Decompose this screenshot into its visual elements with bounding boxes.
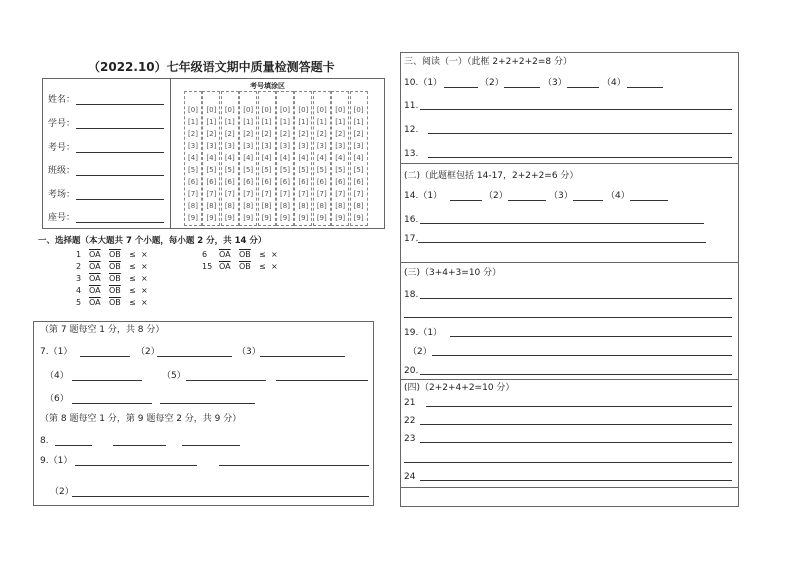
section2-note1: （第 7 题每空 1 分，共 8 分）	[40, 325, 165, 335]
q14-2-label: （2）	[484, 191, 508, 201]
exam-id-bubble[interactable]: [9]	[188, 214, 198, 222]
exam-id-bubble[interactable]: [5]	[353, 166, 364, 174]
exam-id-bubble[interactable]: [7]	[206, 190, 217, 198]
part1-heading: 三、阅读（一）（此框 2+2+2+2=8 分）	[404, 57, 573, 67]
mc-option-bubble[interactable]: $\overline{OA}$	[89, 250, 101, 259]
exam-id-column	[184, 91, 202, 226]
q14-3-blank[interactable]	[573, 200, 603, 201]
exam-id-bubble[interactable]: [6]	[353, 178, 364, 186]
q19-2-label: （2）	[408, 347, 432, 357]
exam-id-bubble[interactable]: [6]	[188, 178, 198, 186]
part3-heading: (三)（3+4+3=10 分）	[404, 268, 502, 278]
exam-id-bubble[interactable]: [9]	[261, 214, 272, 222]
exam-id-bubble[interactable]: [2]	[188, 130, 198, 138]
q14-1-label: 14.（1）	[404, 191, 443, 201]
q10-2-label: （2）	[480, 78, 504, 88]
exam-id-bubble[interactable]: [9]	[206, 214, 217, 222]
q7-3-label: （3）	[237, 347, 261, 357]
q14-4-label: （4）	[606, 191, 630, 201]
q17-blank[interactable]	[418, 242, 706, 243]
q7-4-blank[interactable]	[72, 380, 142, 381]
exam-id-bubble[interactable]: [4]	[206, 154, 217, 162]
exam-id-bubble[interactable]: [5]	[316, 166, 327, 174]
mc-option-bubble[interactable]: ≤	[259, 262, 266, 271]
mc-option-bubble[interactable]: $\overline{OB}$	[109, 298, 121, 307]
exam-id-bubble[interactable]: [0]	[280, 106, 290, 114]
exam-id-bubble[interactable]: [1]	[206, 118, 217, 126]
q7-1-blank[interactable]	[80, 356, 130, 357]
exam-id-bubble[interactable]: [7]	[353, 190, 364, 198]
q10-1-label: 10.（1）	[404, 78, 443, 88]
exam-id-bubble[interactable]: [7]	[261, 190, 272, 198]
q9-2-blank[interactable]	[72, 496, 369, 497]
q8-label: 8.	[40, 436, 49, 446]
exam-id-bubble[interactable]: [6]	[261, 178, 272, 186]
exam-id-bubble[interactable]: [3]	[243, 142, 254, 150]
q24-label: 24	[404, 472, 416, 482]
exam-id-column	[294, 91, 312, 226]
exam-id-bubble[interactable]: [3]	[261, 142, 272, 150]
exam-id-bubble[interactable]: [1]	[353, 118, 364, 126]
q7-5-blank[interactable]	[186, 380, 266, 381]
exam-id-bubble[interactable]: [0]	[224, 106, 235, 114]
exam-id-bubble[interactable]: [0]	[188, 106, 198, 114]
q14-2-blank[interactable]	[508, 200, 546, 201]
info-divider	[170, 78, 171, 229]
exam-id-bubble[interactable]: [3]	[280, 142, 290, 150]
section1-heading: 一、选择题（本大题共 7 个小题，每小题 2 分，共 14 分）	[38, 236, 267, 246]
q8-blank-3[interactable]	[182, 445, 240, 446]
mc-option-bubble[interactable]: $\overline{OB}$	[239, 262, 251, 271]
mc-option-bubble[interactable]: ×	[271, 250, 278, 259]
exam-id-bubble[interactable]: [6]	[206, 178, 217, 186]
exam-id-bubble[interactable]: [7]	[280, 190, 290, 198]
reading-box	[400, 52, 739, 507]
q13-blank[interactable]	[428, 157, 732, 158]
exam-id-bubble[interactable]: [1]	[335, 118, 346, 126]
exam-id-bubble[interactable]: [3]	[188, 142, 198, 150]
q22-blank[interactable]	[420, 424, 732, 425]
exam-id-bubble[interactable]: [1]	[280, 118, 290, 126]
info-field-label: 班级：	[48, 166, 76, 176]
q11-label: 11.	[404, 101, 419, 111]
q19-1-label: 19.（1）	[404, 328, 443, 338]
exam-id-bubble[interactable]: [1]	[188, 118, 198, 126]
q7-6-label: （6）	[45, 394, 69, 404]
sep-bottom	[400, 487, 739, 488]
q18-label: 18.	[404, 290, 419, 300]
mc-option-bubble[interactable]: $\overline{OA}$	[89, 274, 101, 283]
exam-id-bubble[interactable]: [2]	[224, 130, 235, 138]
q21-blank[interactable]	[426, 406, 732, 407]
exam-id-bubble[interactable]: [7]	[188, 190, 198, 198]
q20-blank[interactable]	[420, 374, 732, 375]
q7-5-blank-2[interactable]	[276, 380, 368, 381]
exam-id-bubble[interactable]: [2]	[261, 130, 272, 138]
part2-heading: (二)（此题框包括 14-17，2+2+2=6 分）	[404, 171, 579, 181]
exam-id-bubble[interactable]: [5]	[243, 166, 254, 174]
exam-id-bubble[interactable]: [5]	[335, 166, 346, 174]
exam-id-bubble[interactable]: [9]	[316, 214, 327, 222]
exam-id-column	[276, 91, 294, 226]
exam-id-column	[202, 91, 220, 226]
q7-4-label: （4）	[45, 371, 69, 381]
exam-id-bubble[interactable]: [2]	[243, 130, 254, 138]
q17-label: 17.	[404, 234, 419, 244]
q7-5-label: （5）	[162, 371, 186, 381]
q23-label: 23	[404, 434, 416, 444]
info-field-blank[interactable]	[76, 152, 164, 153]
exam-id-bubble[interactable]: [1]	[316, 118, 327, 126]
mc-option-bubble[interactable]: ≤	[129, 274, 136, 283]
exam-id-bubble[interactable]: [3]	[353, 142, 364, 150]
mc-option-bubble[interactable]: ≤	[129, 286, 136, 295]
mc-question-number: 4	[76, 286, 82, 295]
exam-id-bubble[interactable]: [4]	[224, 154, 235, 162]
q8-blank-2[interactable]	[113, 445, 166, 446]
q18-blank[interactable]	[420, 298, 732, 299]
mc-option-bubble[interactable]: ≤	[129, 250, 136, 259]
exam-id-bubble[interactable]: [5]	[188, 166, 198, 174]
exam-id-bubble[interactable]: [7]	[224, 190, 235, 198]
exam-id-bubble[interactable]: [8]	[280, 202, 290, 210]
exam-id-bubble[interactable]: [2]	[353, 130, 364, 138]
exam-id-column	[331, 91, 349, 226]
exam-id-bubble[interactable]: [7]	[335, 190, 346, 198]
info-field-label: 学号：	[48, 119, 76, 129]
section2-note2: （第 8 题每空 1 分，第 9 题每空 2 分，共 9 分）	[40, 414, 242, 424]
q7-2-blank[interactable]	[157, 356, 232, 357]
exam-id-bubble[interactable]: [4]	[243, 154, 254, 162]
q18-blank-2[interactable]	[404, 317, 732, 318]
q14-1-blank[interactable]	[450, 200, 482, 201]
q22-label: 22	[404, 416, 416, 426]
exam-id-bubble[interactable]: [6]	[298, 178, 309, 186]
exam-id-bubble[interactable]: [2]	[335, 130, 346, 138]
exam-id-bubble[interactable]: [6]	[280, 178, 290, 186]
exam-id-bubble[interactable]: [8]	[298, 202, 309, 210]
mc-option-bubble[interactable]: $\overline{OB}$	[109, 274, 121, 283]
page-title: （2022.10）七年级语文期中质量检测答题卡	[88, 60, 335, 74]
info-field-blank[interactable]	[76, 175, 164, 176]
exam-id-bubble[interactable]: [8]	[224, 202, 235, 210]
mc-option-bubble[interactable]: $\overline{OA}$	[219, 250, 231, 259]
exam-id-bubble[interactable]: [1]	[298, 118, 309, 126]
exam-id-bubble[interactable]: [8]	[353, 202, 364, 210]
exam-id-bubble[interactable]: [9]	[243, 214, 254, 222]
exam-id-bubble[interactable]: [5]	[280, 166, 290, 174]
exam-id-area-label: 考号填涂区	[250, 82, 285, 90]
q7-6-blank-2[interactable]	[160, 403, 255, 404]
q10-1-blank[interactable]	[444, 87, 478, 88]
q9-1-label: 9.（1）	[40, 456, 73, 466]
exam-id-bubble[interactable]: [1]	[224, 118, 235, 126]
mc-option-bubble[interactable]: $\overline{OA}$	[219, 262, 231, 271]
sep-part2	[400, 163, 739, 164]
exam-id-bubble[interactable]: [4]	[298, 154, 309, 162]
q10-3-label: （3）	[543, 78, 567, 88]
mc-question-number: 5	[76, 298, 82, 307]
exam-id-bubble[interactable]: [3]	[316, 142, 327, 150]
exam-id-bubble[interactable]: [7]	[316, 190, 327, 198]
mc-question-number: 6	[202, 250, 208, 259]
info-field-blank[interactable]	[76, 104, 164, 105]
exam-id-bubble[interactable]: [6]	[243, 178, 254, 186]
mc-question-number: 3	[76, 274, 82, 283]
info-field-blank[interactable]	[76, 222, 164, 223]
mc-option-bubble[interactable]: $\overline{OB}$	[239, 250, 251, 259]
exam-id-column	[350, 91, 368, 226]
exam-id-bubble[interactable]: [0]	[335, 106, 346, 114]
mc-option-bubble[interactable]: ×	[271, 262, 278, 271]
mc-option-bubble[interactable]: $\overline{OA}$	[89, 286, 101, 295]
exam-id-column	[313, 91, 331, 226]
mc-option-bubble[interactable]: ×	[141, 298, 148, 307]
exam-id-column	[239, 91, 257, 226]
exam-id-bubble[interactable]: [5]	[224, 166, 235, 174]
exam-id-bubble[interactable]: [1]	[261, 118, 272, 126]
q8-blank-1[interactable]	[55, 445, 92, 446]
info-field-label: 考号：	[48, 143, 76, 153]
exam-id-bubble[interactable]: [3]	[224, 142, 235, 150]
q7-3-blank[interactable]	[260, 356, 345, 357]
mc-option-bubble[interactable]: ≤	[129, 298, 136, 307]
exam-id-column	[258, 91, 276, 226]
exam-id-bubble[interactable]: [4]	[261, 154, 272, 162]
exam-id-bubble[interactable]: [4]	[335, 154, 346, 162]
mc-question-number: 1	[76, 250, 82, 259]
q14-3-label: （3）	[549, 191, 573, 201]
exam-id-bubble[interactable]: [2]	[206, 130, 217, 138]
mc-option-bubble[interactable]: ×	[141, 286, 148, 295]
q10-3-blank[interactable]	[567, 87, 599, 88]
q9-1-blank-2[interactable]	[219, 465, 369, 466]
exam-id-bubble[interactable]: [4]	[353, 154, 364, 162]
mc-option-bubble[interactable]: ≤	[129, 262, 136, 271]
mc-option-bubble[interactable]: $\overline{OA}$	[89, 262, 101, 271]
mc-option-bubble[interactable]: $\overline{OB}$	[109, 286, 121, 295]
exam-id-bubble[interactable]: [4]	[188, 154, 198, 162]
exam-id-bubble[interactable]: [0]	[316, 106, 327, 114]
q10-4-label: （4）	[602, 78, 626, 88]
exam-id-bubble[interactable]: [5]	[298, 166, 309, 174]
exam-id-bubble[interactable]: [0]	[206, 106, 217, 114]
q7-1-label: 7.（1）	[40, 347, 73, 357]
mc-option-bubble[interactable]: $\overline{OB}$	[109, 250, 121, 259]
q11-blank[interactable]	[420, 109, 732, 110]
exam-id-column	[221, 91, 239, 226]
info-field-label: 考场：	[48, 190, 76, 200]
mc-option-bubble[interactable]: ≤	[259, 250, 266, 259]
mc-option-bubble[interactable]: $\overline{OA}$	[89, 298, 101, 307]
exam-id-bubble[interactable]: [2]	[316, 130, 327, 138]
q10-2-blank[interactable]	[504, 87, 540, 88]
q12-blank[interactable]	[428, 133, 732, 134]
exam-id-bubble[interactable]: [8]	[188, 202, 198, 210]
exam-id-bubble[interactable]: [7]	[243, 190, 254, 198]
q10-4-blank[interactable]	[627, 87, 663, 88]
q16-label: 16.	[404, 215, 419, 225]
exam-id-bubble[interactable]: [0]	[243, 106, 254, 114]
exam-id-bubble[interactable]: [0]	[261, 106, 272, 114]
q24-blank[interactable]	[420, 480, 732, 481]
mc-question-number: 2	[76, 262, 82, 271]
exam-id-bubble[interactable]: [8]	[243, 202, 254, 210]
q19-1-blank[interactable]	[450, 336, 732, 337]
q16-blank[interactable]	[420, 223, 704, 224]
mc-option-bubble[interactable]: ×	[141, 274, 148, 283]
exam-id-bubble[interactable]: [6]	[335, 178, 346, 186]
exam-id-bubble[interactable]: [5]	[261, 166, 272, 174]
q12-label: 12.	[404, 125, 419, 135]
exam-id-bubble[interactable]: [3]	[298, 142, 309, 150]
exam-id-bubble[interactable]: [9]	[224, 214, 235, 222]
q14-4-blank[interactable]	[630, 200, 668, 201]
exam-id-bubble[interactable]: [8]	[206, 202, 217, 210]
exam-id-bubble[interactable]: [3]	[206, 142, 217, 150]
exam-id-bubble[interactable]: [9]	[335, 214, 346, 222]
exam-id-bubble[interactable]: [3]	[335, 142, 346, 150]
exam-id-bubble[interactable]: [9]	[280, 214, 290, 222]
exam-id-bubble[interactable]: [2]	[298, 130, 309, 138]
exam-id-bubble[interactable]: [7]	[298, 190, 309, 198]
mc-option-bubble[interactable]: ×	[141, 250, 148, 259]
q23-blank-2[interactable]	[404, 462, 732, 463]
q7-2-label: （2）	[136, 347, 160, 357]
q19-2-blank[interactable]	[432, 355, 732, 356]
mc-question-number: 15	[202, 262, 213, 271]
mc-option-bubble[interactable]: ×	[141, 262, 148, 271]
info-field-label: 姓名：	[48, 95, 76, 105]
info-field-label: 座号：	[48, 213, 76, 223]
exam-id-bubble[interactable]: [2]	[280, 130, 290, 138]
exam-id-bubble[interactable]: [9]	[353, 214, 364, 222]
q21-label: 21	[404, 398, 416, 408]
exam-id-bubble[interactable]: [5]	[206, 166, 217, 174]
q23-blank[interactable]	[420, 442, 732, 443]
exam-id-bubble[interactable]: [4]	[316, 154, 327, 162]
info-field-blank[interactable]	[76, 128, 164, 129]
exam-id-bubble[interactable]: [6]	[316, 178, 327, 186]
part4-heading: (四)（2+2+4+2=10 分）	[404, 383, 515, 393]
q20-label: 20.	[404, 366, 419, 376]
exam-id-bubble[interactable]: [4]	[280, 154, 290, 162]
q13-label: 13.	[404, 149, 419, 159]
exam-id-bubble[interactable]: [0]	[353, 106, 364, 114]
exam-id-bubble[interactable]: [1]	[243, 118, 254, 126]
exam-id-bubble[interactable]: [6]	[224, 178, 235, 186]
q9-2-label: （2）	[50, 487, 74, 497]
sep-part4	[400, 379, 739, 380]
exam-id-bubble[interactable]: [8]	[261, 202, 272, 210]
sep-part3	[400, 262, 739, 263]
exam-id-bubble[interactable]: [8]	[316, 202, 327, 210]
q7-6-blank[interactable]	[72, 403, 152, 404]
exam-id-bubble[interactable]: [8]	[335, 202, 346, 210]
exam-id-bubble[interactable]: [9]	[298, 214, 309, 222]
mc-option-bubble[interactable]: $\overline{OB}$	[109, 262, 121, 271]
info-field-blank[interactable]	[76, 199, 164, 200]
q9-1-blank[interactable]	[75, 465, 197, 466]
exam-id-bubble[interactable]: [0]	[298, 106, 309, 114]
